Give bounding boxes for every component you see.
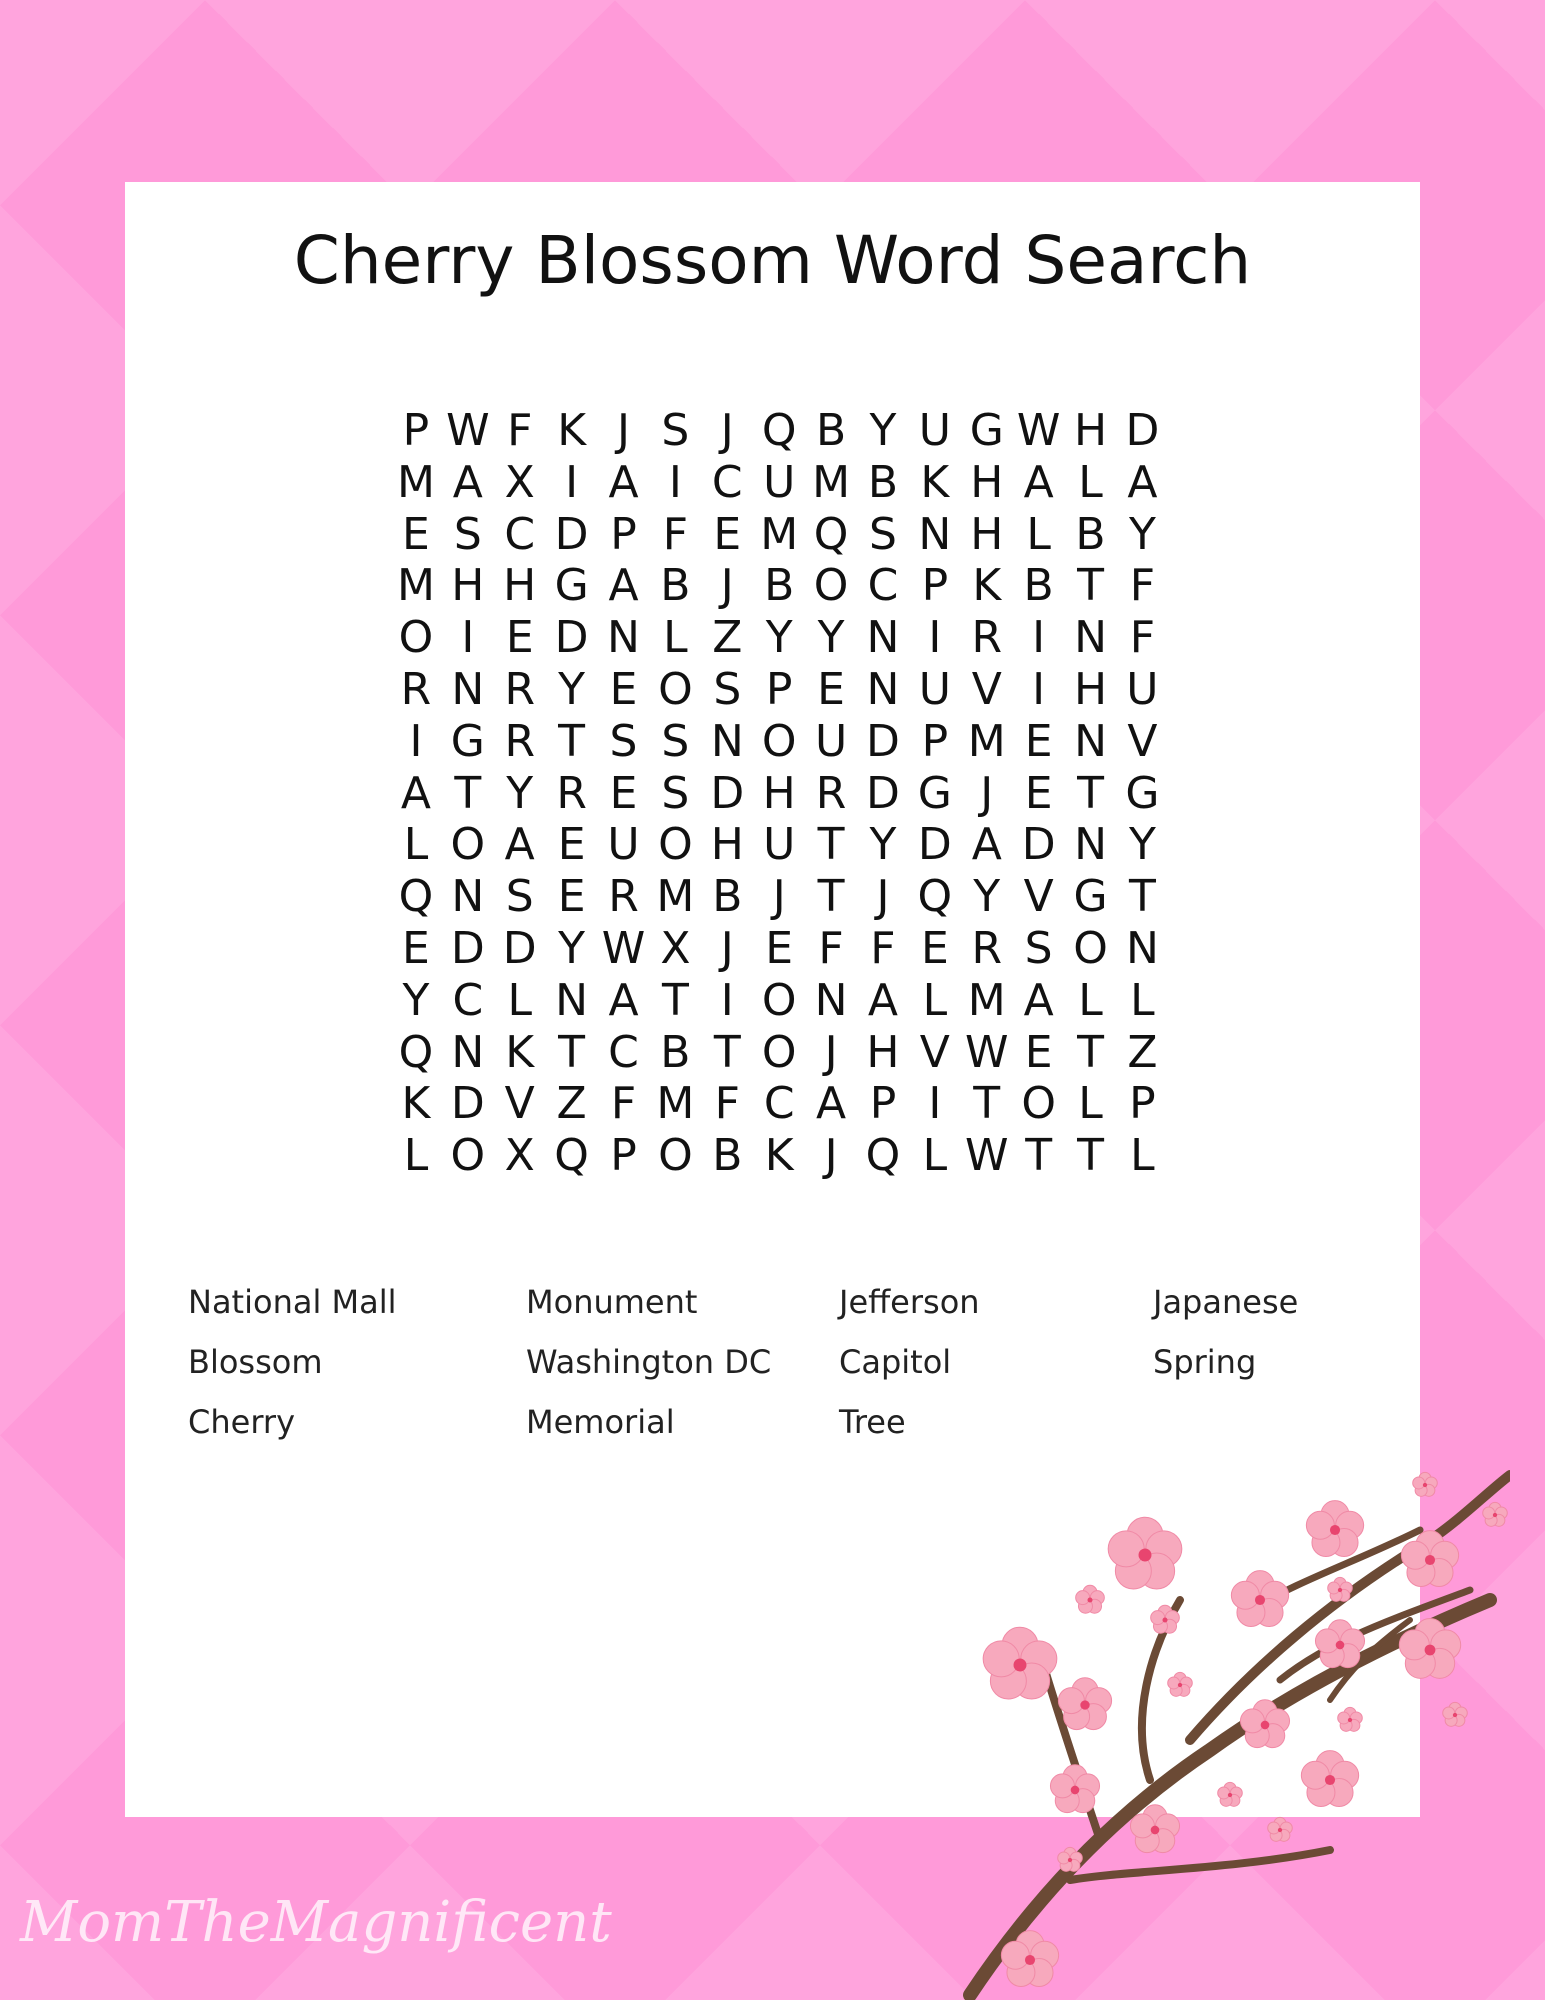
grid-letter: A [1023,456,1054,508]
grid-letter: M [656,1078,695,1130]
grid-letter: D [866,715,900,767]
grid-letter: E [1024,715,1053,767]
grid-letter: P [1129,1078,1156,1130]
grid-letter: W [964,1130,1009,1182]
grid-letter: E [713,508,742,560]
grid-letter: G [969,405,1004,456]
grid-letter: P [610,1130,637,1182]
grid-letter: I [928,1078,942,1130]
grid-letter: H [710,819,744,871]
cherry-branch-illustration [950,1450,1510,2000]
grid-letter: R [608,871,639,923]
grid-letter: K [764,1130,794,1182]
grid-letter: M [396,456,435,508]
grid-letter: E [557,871,586,923]
grid-letter: U [918,405,951,456]
grid-letter: N [555,974,589,1026]
grid-letter: O [658,663,693,715]
grid-letter: B [815,405,847,456]
grid-letter: U [814,715,848,767]
grid-letter: A [504,819,535,871]
blossom-flower [1050,1765,1099,1813]
grid-letter: U [763,819,796,871]
grid-letter: T [1077,1130,1104,1182]
grid-letter: I [1032,612,1046,664]
grid-letter: O [450,819,486,871]
grid-letter: V [504,1078,535,1130]
grid-letter: D [917,819,952,871]
grid-letter: C [867,560,899,612]
grid-letter: N [814,974,848,1026]
grid-letter: U [607,819,640,871]
grid-letter: L [1130,974,1155,1026]
grid-letter: Y [506,767,534,819]
grid-letter: E [402,922,430,974]
grid-letter: H [866,1026,900,1078]
grid-letter: S [868,508,897,560]
grid-letter: R [400,663,432,715]
grid-letter: X [504,456,535,508]
word-list-item: Jefferson [839,1283,980,1321]
grid-letter: Y [973,871,1001,923]
grid-letter: A [608,974,639,1026]
grid-letter: Q [865,1130,901,1182]
grid-letter: D [1125,405,1160,456]
word-list-item: Japanese [1153,1283,1299,1321]
grid-letter: N [1074,715,1107,767]
grid-letter: L [1078,456,1103,508]
grid-letter: G [554,560,589,612]
grid-letter: Y [817,612,845,664]
grid-letter: P [765,663,793,715]
grid-letter: H [1073,663,1108,715]
grid-letter: N [1125,922,1159,974]
grid-letter: Z [556,1078,587,1130]
grid-letter: H [762,767,796,819]
grid-letter: S [661,715,690,767]
blossom-flower [983,1627,1057,1699]
grid-letter: D [554,508,589,560]
grid-letter: O [450,1130,486,1182]
grid-letter: E [402,508,430,560]
grid-letter: B [712,871,743,923]
grid-letter: I [720,974,734,1026]
grid-letter: E [817,663,845,715]
grid-letter: S [505,871,534,923]
grid-letter: T [713,1026,741,1078]
grid-letter: A [608,560,639,612]
grid-letter: F [1129,560,1156,612]
grid-letter: X [504,1130,535,1182]
grid-letter: H [1073,405,1108,456]
grid-letter: J [980,767,994,819]
grid-letter: B [764,560,795,612]
blossom-flower [1399,1619,1460,1679]
grid-letter: P [921,715,949,767]
grid-letter: G [1073,871,1108,923]
grid-letter: F [610,1078,637,1130]
grid-letter: N [1074,819,1107,871]
grid-letter: O [761,974,797,1026]
grid-letter: O [813,560,849,612]
grid-letter: O [1021,1078,1056,1130]
word-list-item: Washington DC [526,1343,772,1381]
grid-letter: F [662,508,689,560]
grid-letter: Y [869,819,897,871]
grid-letter: G [450,715,485,767]
grid-letter: Y [869,405,897,456]
grid-letter: C [711,456,743,508]
grid-letter: S [1024,922,1053,974]
grid-letter: L [663,612,688,664]
grid-letter: L [403,819,429,871]
grid-letter: D [710,767,745,819]
grid-letter: E [557,819,586,871]
watermark-logo: MomTheMagnificent [20,1890,612,1955]
grid-letter: C [763,1078,795,1130]
grid-letter: A [816,1078,847,1130]
grid-letter: N [451,663,485,715]
grid-letter: K [557,405,587,456]
grid-letter: Q [761,405,797,456]
grid-letter: K [972,560,1002,612]
grid-letter: T [973,1078,1001,1130]
grid-letter: L [1078,974,1103,1026]
grid-letter: J [720,922,734,974]
grid-letter: Q [398,1026,434,1078]
grid-letter: V [1127,715,1158,767]
grid-letter: B [1023,560,1054,612]
grid-letter: J [876,871,890,923]
grid-letter: S [661,405,690,456]
grid-letter: Y [1128,508,1156,560]
grid-letter: U [918,663,951,715]
grid-letter: O [658,819,693,871]
grid-letter: S [713,663,742,715]
grid-letter: N [451,1026,485,1078]
grid-letter: E [920,922,949,974]
grid-letter: L [922,1130,948,1182]
blossom-flower [1443,1702,1468,1726]
blossom-flower [1315,1620,1364,1668]
grid-letter: J [824,1026,838,1078]
grid-letter: Y [1128,819,1156,871]
grid-letter: G [1125,767,1160,819]
grid-letter: K [920,456,950,508]
grid-letter: D [1021,819,1056,871]
grid-letter: R [504,715,536,767]
grid-letter: L [507,974,532,1026]
grid-letter: V [1023,871,1054,923]
grid-letter: Y [558,663,586,715]
grid-letter: M [967,715,1006,767]
page-title: Cherry Blossom Word Search [293,222,1252,299]
grid-letter: M [812,456,851,508]
grid-letter: E [609,767,638,819]
grid-letter: U [1126,663,1159,715]
blossom-flower [1108,1517,1182,1589]
word-list [188,1283,1453,1463]
grid-letter: N [866,612,900,664]
blossom-flower [1328,1577,1353,1601]
grid-letter: O [398,612,434,664]
letter-grid [390,405,1168,1182]
word-list-item: Blossom [188,1343,323,1381]
grid-letter: D [554,612,589,664]
grid-letter: E [505,612,534,664]
grid-letter: Y [402,974,430,1026]
blossom-flower [1168,1672,1193,1696]
grid-letter: P [402,405,430,456]
grid-letter: T [1077,767,1104,819]
grid-letter: Y [558,922,586,974]
blossom-flower [1231,1571,1288,1627]
grid-letter: T [454,767,482,819]
grid-letter: B [660,1026,691,1078]
grid-letter: Z [1127,1026,1158,1078]
blossom-flower [1483,1502,1508,1526]
grid-letter: K [505,1026,535,1078]
grid-letter: B [867,456,899,508]
grid-letter: I [409,715,423,767]
blossom-flower [1413,1472,1438,1496]
grid-letter: R [971,922,1003,974]
grid-letter: N [607,612,640,664]
grid-letter: G [917,767,952,819]
grid-letter: N [866,663,900,715]
grid-letter: R [556,767,587,819]
grid-letter: D [866,767,900,819]
grid-letter: V [919,1026,950,1078]
grid-letter: C [608,1026,639,1078]
grid-letter: X [660,922,691,974]
grid-letter: R [504,663,536,715]
grid-letter: Y [765,612,793,664]
grid-letter: L [1026,508,1051,560]
grid-letter: T [1128,871,1156,923]
grid-letter: O [658,1130,693,1182]
grid-letter: J [772,871,786,923]
grid-letter: N [710,715,744,767]
word-list-item: Spring [1153,1343,1257,1381]
grid-letter: H [970,456,1004,508]
grid-letter: T [817,871,845,923]
grid-letter: I [668,456,682,508]
grid-letter: K [401,1078,431,1130]
grid-letter: F [870,922,896,974]
grid-letter: P [869,1078,897,1130]
blossom-flower [1401,1531,1458,1587]
grid-letter: J [824,1130,838,1182]
grid-letter: T [558,1026,586,1078]
grid-letter: I [928,612,942,664]
grid-letter: U [763,456,796,508]
grid-letter: P [610,508,637,560]
blossom-flower [1058,1678,1111,1730]
grid-letter: A [867,974,899,1026]
blossom-flower [1301,1751,1358,1807]
grid-letter: A [1023,974,1054,1026]
grid-letter: O [1073,922,1108,974]
grid-letter: S [609,715,638,767]
grid-letter: M [760,508,799,560]
grid-letter: D [450,922,485,974]
grid-letter: O [761,1026,797,1078]
grid-letter: E [765,922,794,974]
grid-letter: E [1024,1026,1053,1078]
grid-letter: J [720,560,734,612]
grid-letter: B [660,560,691,612]
word-list-item: Cherry [188,1403,295,1441]
grid-letter: T [817,819,845,871]
grid-letter: S [661,767,690,819]
grid-letter: Q [917,871,953,923]
grid-letter: Q [813,508,849,560]
grid-letter: M [967,974,1006,1026]
grid-letter: T [661,974,689,1026]
grid-letter: E [609,663,638,715]
grid-letter: A [971,819,1002,871]
grid-letter: T [1077,1026,1104,1078]
grid-letter: H [970,508,1004,560]
grid-letter: W [601,922,646,974]
grid-letter: A [400,767,431,819]
grid-letter: N [1074,612,1107,664]
grid-letter: Q [398,871,434,923]
blossom-flower [1306,1501,1363,1557]
grid-letter: D [450,1078,485,1130]
grid-letter: N [918,508,952,560]
blossom-flower [1076,1585,1105,1613]
grid-letter: T [1077,560,1104,612]
word-list-item: National Mall [188,1283,397,1321]
grid-letter: T [1025,1130,1053,1182]
grid-letter: W [964,1026,1009,1078]
grid-letter: F [714,1078,740,1130]
grid-letter: L [1078,1078,1103,1130]
grid-letter: I [1032,663,1046,715]
word-list-item: Memorial [526,1403,675,1441]
grid-letter: T [558,715,586,767]
grid-letter: I [461,612,475,664]
grid-letter: Q [554,1130,589,1182]
grid-letter: L [403,1130,429,1182]
grid-letter: H [503,560,537,612]
grid-letter: A [1127,456,1158,508]
grid-letter: B [712,1130,743,1182]
grid-letter: C [504,508,536,560]
grid-letter: R [815,767,847,819]
grid-letter: F [818,922,844,974]
grid-letter: W [446,405,490,456]
grid-letter: L [922,974,948,1026]
grid-letter: L [1130,1130,1155,1182]
grid-letter: H [451,560,485,612]
blossom-flower [1338,1707,1363,1731]
grid-letter: W [1016,405,1061,456]
word-list-item: Capitol [839,1343,952,1381]
grid-letter: P [921,560,949,612]
grid-letter: M [396,560,435,612]
grid-letter: N [451,871,485,923]
grid-letter: B [1075,508,1106,560]
grid-letter: F [507,405,533,456]
grid-letter: J [720,405,734,456]
grid-letter: C [452,974,484,1026]
grid-letter: S [453,508,482,560]
grid-letter: J [617,405,630,456]
grid-letter: I [565,456,579,508]
grid-letter: Z [712,612,743,664]
grid-letter: F [1129,612,1156,664]
grid-letter: R [971,612,1003,664]
grid-letter: D [502,922,537,974]
word-list-item: Tree [839,1403,906,1441]
grid-letter: V [971,663,1002,715]
grid-letter: E [1024,767,1053,819]
word-list-item: Monument [526,1283,698,1321]
grid-letter: A [608,456,639,508]
grid-letter: A [452,456,483,508]
grid-letter: M [656,871,695,923]
blossom-flower [1218,1782,1243,1806]
blossom-flower [1268,1817,1293,1841]
grid-letter: O [761,715,797,767]
